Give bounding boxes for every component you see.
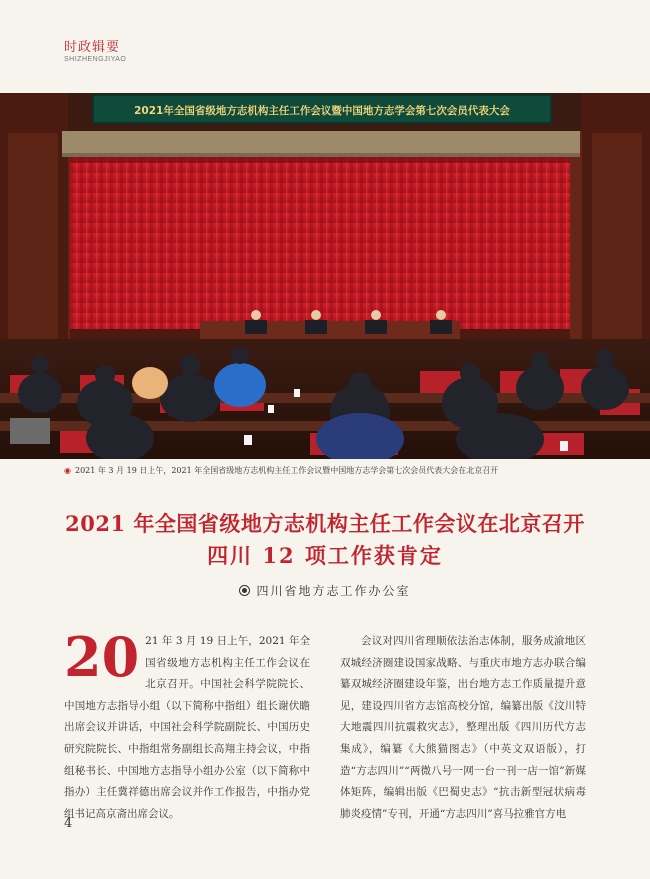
- banner-text: 2021年全国省级地方志机构主任工作会议暨中国地方志学会第七次会员代表大会: [134, 105, 510, 117]
- article-column-right: 会议对四川省理顺依法治志体制，服务成渝地区双城经济圈建设国家战略、与重庆市地方志办联合编纂双城经济圈建设年鉴，出台地方志工作质量提升意见，建设四川省方志馆高校分馆，编纂出版《汶川特大地震四川抗震救灾志》，整理出版《四川历代方志集成》，编纂《大熊猫图志》（中英文双语版），打造“方志四川”“两微八号一网一台一刊一店一馆”新媒体矩阵，编辑出版《巴蜀史志》“抗击新型冠状病毒肺炎疫情”专刊，开通“方志四川”喜马拉雅官方电: [340, 635, 586, 820]
- dropcap: 20: [64, 625, 140, 689]
- author-bullet-icon: [239, 585, 250, 596]
- photo-caption: [64, 465, 498, 476]
- article-column-left: [64, 625, 310, 825]
- left-column-text: 21 年 3 月 19 日上午，2021 年全国省级地方志机构主任工作会议在北京召开。中国社会科学院院长、中国地方志指导小组（以下简称中指组）组长谢伏瞻出席会议并讲话，中国社会科学院副院长、中国历史研究院院长、中指组常务副组长高翔主持会议，中指组秘书长、中国地方志指导小组办公室（以下简称中指办）主任冀祥德出席会议并作工作报告，中指办党组书记高京斋出席会议。: [64, 635, 310, 820]
- caption-text: 2021 年 3 月 19 日上午，2021 年全国省级地方志机构主任工作会议暨中国地方志学会第七次会员代表大会在北京召开: [74, 466, 499, 475]
- article-author: [0, 582, 650, 599]
- conference-photo: [0, 93, 650, 459]
- author-text: 四川省地方志工作办公室: [256, 584, 411, 598]
- article-title-line1: 2021 年全国省级地方志机构主任工作会议在北京召开: [65, 511, 585, 536]
- caption-bullet-icon: ◉: [64, 466, 71, 475]
- section-subtitle: SHIZHENGJIYAO: [64, 56, 127, 63]
- section-title: 时政辑要: [64, 40, 121, 55]
- article-title-line2: 四川 12 项工作获肯定: [207, 543, 443, 568]
- page-number: 4: [64, 816, 73, 831]
- section-header: [64, 36, 126, 63]
